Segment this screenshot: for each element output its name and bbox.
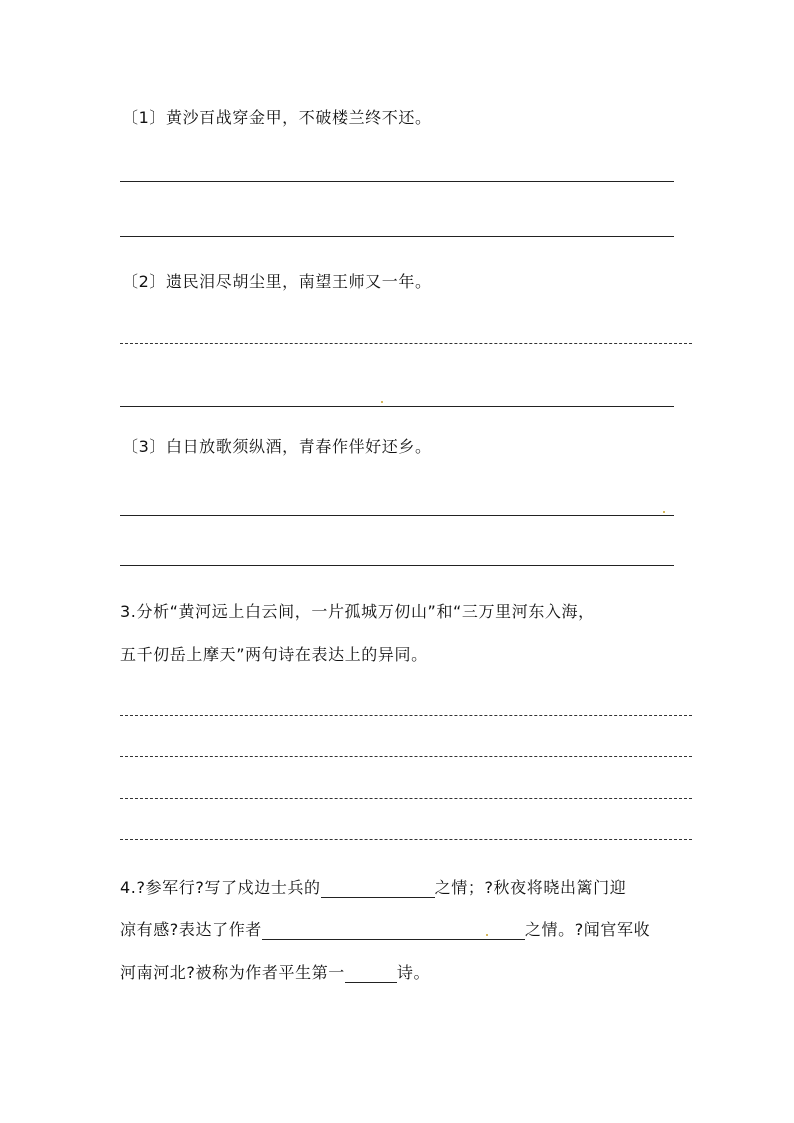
answer-line[interactable] <box>120 798 692 799</box>
answer-line[interactable] <box>120 406 674 407</box>
q2-item-2 <box>122 272 432 292</box>
q4-line-1-suffix: 之情；?秋夜将晓出篱门迎 <box>434 878 627 897</box>
q4-line-3-prefix: 河南河北?被称为作者平生第一 <box>120 963 345 982</box>
q2-item-2-number: 〔2〕 <box>122 272 166 291</box>
q2-item-2-text: 遗民泪尽胡尘里，南望王师又一年。 <box>165 272 432 291</box>
answer-line[interactable] <box>120 236 674 237</box>
speck <box>486 934 488 936</box>
q2-item-1-text: 黄沙百战穿金甲，不破楼兰终不还。 <box>165 108 432 127</box>
q4-line-1-prefix: 4.?参军行?写了戍边士兵的 <box>120 878 321 897</box>
q4-line-3 <box>120 963 430 983</box>
q2-item-3-text: 白日放歌须纵酒，青春作伴好还乡。 <box>165 437 432 456</box>
q4-line-3-suffix: 诗。 <box>396 963 431 982</box>
q3-line-1: 3.分析“黄河远上白云间，一片孤城万仞山”和“三万里河东入海， <box>120 602 595 621</box>
speck <box>663 511 665 513</box>
answer-line[interactable] <box>120 181 674 182</box>
q4-line-2-suffix: 之情。?闻官军收 <box>524 920 651 939</box>
q4-line-2 <box>120 920 650 940</box>
answer-line[interactable] <box>120 343 692 344</box>
speck <box>381 401 383 403</box>
fill-blank[interactable] <box>345 966 397 983</box>
answer-line[interactable] <box>120 839 692 840</box>
q2-item-3 <box>122 437 432 457</box>
q3-line-2: 五千仞岳上摩天”两句诗在表达上的异同。 <box>120 645 428 664</box>
q2-item-3-number: 〔3〕 <box>122 437 166 456</box>
answer-line[interactable] <box>120 515 674 516</box>
fill-blank[interactable] <box>321 881 435 898</box>
answer-line[interactable] <box>120 756 692 757</box>
fill-blank[interactable] <box>262 923 525 940</box>
q4-line-1 <box>120 878 626 898</box>
q4-line-2-prefix: 凉有感?表达了作者 <box>120 920 262 939</box>
answer-line[interactable] <box>120 565 674 566</box>
answer-line[interactable] <box>120 715 692 716</box>
q2-item-1-number: 〔1〕 <box>122 108 166 127</box>
q2-item-1 <box>122 108 432 128</box>
